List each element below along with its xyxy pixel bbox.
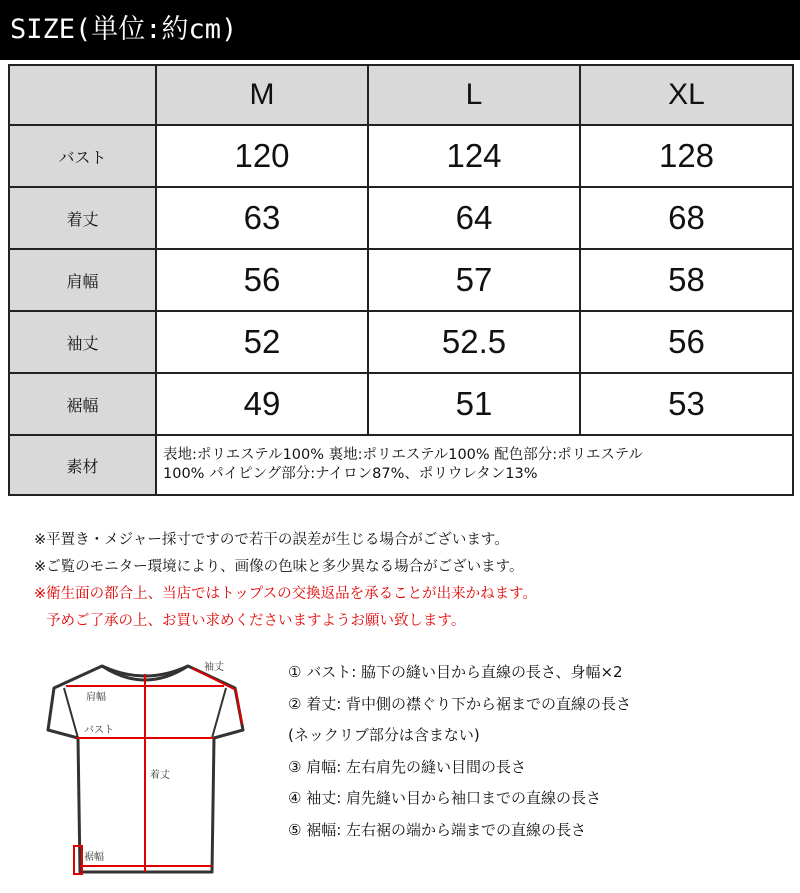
- notes: [34, 527, 537, 635]
- material-label: 素材: [9, 435, 156, 495]
- table-header-row: [9, 65, 793, 125]
- shoulder-label: 肩幅: [86, 692, 106, 703]
- table-cell: 68: [580, 187, 793, 249]
- legend-item: ② 着丈: 背中側の襟ぐり下から裾までの直線の長さ: [288, 694, 632, 713]
- table-cell: 58: [580, 249, 793, 311]
- table-cell: 64: [368, 187, 580, 249]
- table-corner: [9, 65, 156, 125]
- size-header: XL: [580, 65, 793, 125]
- row-label: 着丈: [9, 187, 156, 249]
- warning-line: ※衛生面の都合上、当店ではトップスの交換返品を承ることが出来かねます。: [34, 586, 537, 602]
- tshirt-diagram: [30, 650, 260, 880]
- table-row: [9, 373, 793, 435]
- table-cell: 120: [156, 125, 368, 187]
- note-line: ※ご覧のモニター環境により、画像の色味と多少異なる場合がございます。: [34, 559, 524, 575]
- table-cell: 63: [156, 187, 368, 249]
- table-cell: 51: [368, 373, 580, 435]
- table-cell: 56: [156, 249, 368, 311]
- material-cell: [156, 435, 793, 495]
- warning-line: 予めご了承の上、お買い求めくださいますようお願い致します。: [46, 613, 466, 629]
- table-cell: 52: [156, 311, 368, 373]
- legend-item: ④ 袖丈: 肩先縫い目から袖口までの直線の長さ: [288, 789, 602, 807]
- page-title: SIZE(単位:約cm): [0, 0, 800, 60]
- table-cell: 49: [156, 373, 368, 435]
- row-label: 袖丈: [9, 311, 156, 373]
- table-row: [9, 187, 793, 249]
- note-line: ※平置き・メジャー採寸ですので若干の誤差が生じる場合がございます。: [34, 532, 509, 548]
- table-row: [9, 125, 793, 187]
- row-label: バスト: [9, 125, 156, 187]
- material-row: [9, 435, 793, 495]
- table-cell: 57: [368, 249, 580, 311]
- size-header: L: [368, 65, 580, 125]
- material-line: 表地:ポリエステル100% 裏地:ポリエステル100% 配色部分:ポリエステル: [163, 447, 643, 463]
- measurement-legend: [288, 657, 631, 846]
- legend-item: ⑤ 裾幅: 左右裾の端から端までの直線の長さ: [288, 820, 587, 839]
- row-label: 肩幅: [9, 249, 156, 311]
- table-row: [9, 249, 793, 311]
- table-cell: 128: [580, 125, 793, 187]
- length-label: 着丈: [150, 770, 170, 781]
- table-row: [9, 311, 793, 373]
- legend-item: ① バスト: 脇下の縫い目から直線の長さ、身幅×2: [288, 663, 623, 681]
- sleeve-label: 袖丈: [204, 662, 224, 673]
- table-cell: 52.5: [368, 311, 580, 373]
- legend-item: (ネックリブ部分は含まない): [288, 726, 480, 744]
- size-table: [8, 64, 794, 496]
- material-line: 100% パイピング部分:ナイロン87%、ポリウレタン13%: [163, 466, 538, 482]
- bust-label: バスト: [84, 725, 114, 736]
- size-header: M: [156, 65, 368, 125]
- table-cell: 56: [580, 311, 793, 373]
- table-cell: 124: [368, 125, 580, 187]
- table-cell: 53: [580, 373, 793, 435]
- legend-item: ③ 肩幅: 左右肩先の縫い目間の長さ: [288, 757, 527, 776]
- hem-label: 裾幅: [84, 852, 104, 863]
- row-label: 裾幅: [9, 373, 156, 435]
